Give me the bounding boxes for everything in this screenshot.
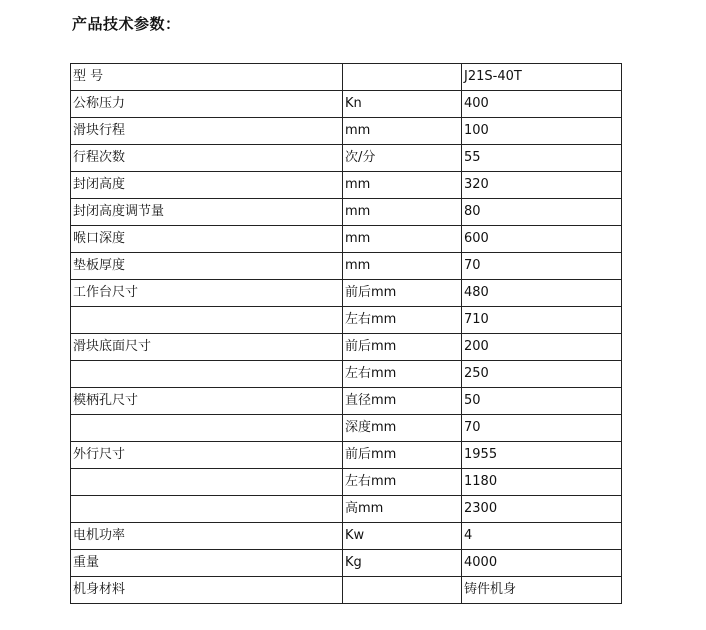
param-value-cell: 1955 (462, 442, 622, 469)
table-row (71, 280, 622, 307)
param-name-cell (71, 496, 343, 523)
param-name-cell (71, 469, 343, 496)
param-name-cell: 机身材料 (71, 577, 343, 604)
param-unit-cell: 深度mm (343, 415, 462, 442)
param-name-cell: 滑块行程 (71, 118, 343, 145)
param-unit-cell: 前后mm (343, 442, 462, 469)
param-unit-cell: Kw (343, 523, 462, 550)
param-name-cell: 型 号 (71, 64, 343, 91)
table-row (71, 523, 622, 550)
param-name-cell: 电机功率 (71, 523, 343, 550)
table-row (71, 577, 622, 604)
table-row (71, 172, 622, 199)
param-value-cell: 320 (462, 172, 622, 199)
param-name-cell: 重量 (71, 550, 343, 577)
table-row (71, 91, 622, 118)
param-name-cell: 滑块底面尺寸 (71, 334, 343, 361)
table-row (71, 118, 622, 145)
table-row (71, 64, 622, 91)
param-unit-cell: 左右mm (343, 361, 462, 388)
param-value-cell: 55 (462, 145, 622, 172)
table-row (71, 388, 622, 415)
spec-table (70, 63, 622, 604)
table-row (71, 496, 622, 523)
table-row (71, 550, 622, 577)
param-value-cell: 480 (462, 280, 622, 307)
table-row (71, 334, 622, 361)
param-name-cell: 喉口深度 (71, 226, 343, 253)
param-value-cell: 710 (462, 307, 622, 334)
table-row (71, 145, 622, 172)
param-value-cell: 250 (462, 361, 622, 388)
param-value-cell: 100 (462, 118, 622, 145)
page-title: 产品技术参数： (72, 15, 181, 33)
param-unit-cell: mm (343, 172, 462, 199)
param-value-cell: 70 (462, 415, 622, 442)
param-name-cell: 封闭高度调节量 (71, 199, 343, 226)
param-name-cell: 封闭高度 (71, 172, 343, 199)
param-value-cell: 2300 (462, 496, 622, 523)
param-name-cell: 模柄孔尺寸 (71, 388, 343, 415)
param-unit-cell: 左右mm (343, 307, 462, 334)
param-name-cell: 外行尺寸 (71, 442, 343, 469)
param-name-cell: 垫板厚度 (71, 253, 343, 280)
param-value-cell: 4000 (462, 550, 622, 577)
param-value-cell: 铸件机身 (462, 577, 622, 604)
param-name-cell: 工作台尺寸 (71, 280, 343, 307)
param-unit-cell: 直径mm (343, 388, 462, 415)
param-unit-cell: mm (343, 253, 462, 280)
param-unit-cell: mm (343, 199, 462, 226)
param-unit-cell: 前后mm (343, 280, 462, 307)
param-value-cell: 600 (462, 226, 622, 253)
param-value-cell: J21S-40T (462, 64, 622, 91)
param-unit-cell (343, 64, 462, 91)
param-unit-cell: mm (343, 226, 462, 253)
table-row (71, 361, 622, 388)
table-row (71, 226, 622, 253)
param-unit-cell: Kg (343, 550, 462, 577)
param-value-cell: 1180 (462, 469, 622, 496)
param-unit-cell: 左右mm (343, 469, 462, 496)
param-name-cell (71, 307, 343, 334)
param-name-cell (71, 361, 343, 388)
param-value-cell: 70 (462, 253, 622, 280)
param-name-cell: 行程次数 (71, 145, 343, 172)
table-row (71, 442, 622, 469)
table-row (71, 469, 622, 496)
param-value-cell: 200 (462, 334, 622, 361)
param-value-cell: 4 (462, 523, 622, 550)
param-name-cell: 公称压力 (71, 91, 343, 118)
table-row (71, 415, 622, 442)
param-unit-cell: 前后mm (343, 334, 462, 361)
spec-table-body (71, 64, 622, 604)
param-value-cell: 400 (462, 91, 622, 118)
table-row (71, 253, 622, 280)
param-unit-cell: 次/分 (343, 145, 462, 172)
table-row (71, 199, 622, 226)
param-value-cell: 80 (462, 199, 622, 226)
table-row (71, 307, 622, 334)
param-unit-cell: mm (343, 118, 462, 145)
param-value-cell: 50 (462, 388, 622, 415)
param-unit-cell: Kn (343, 91, 462, 118)
param-unit-cell (343, 577, 462, 604)
param-name-cell (71, 415, 343, 442)
param-unit-cell: 高mm (343, 496, 462, 523)
